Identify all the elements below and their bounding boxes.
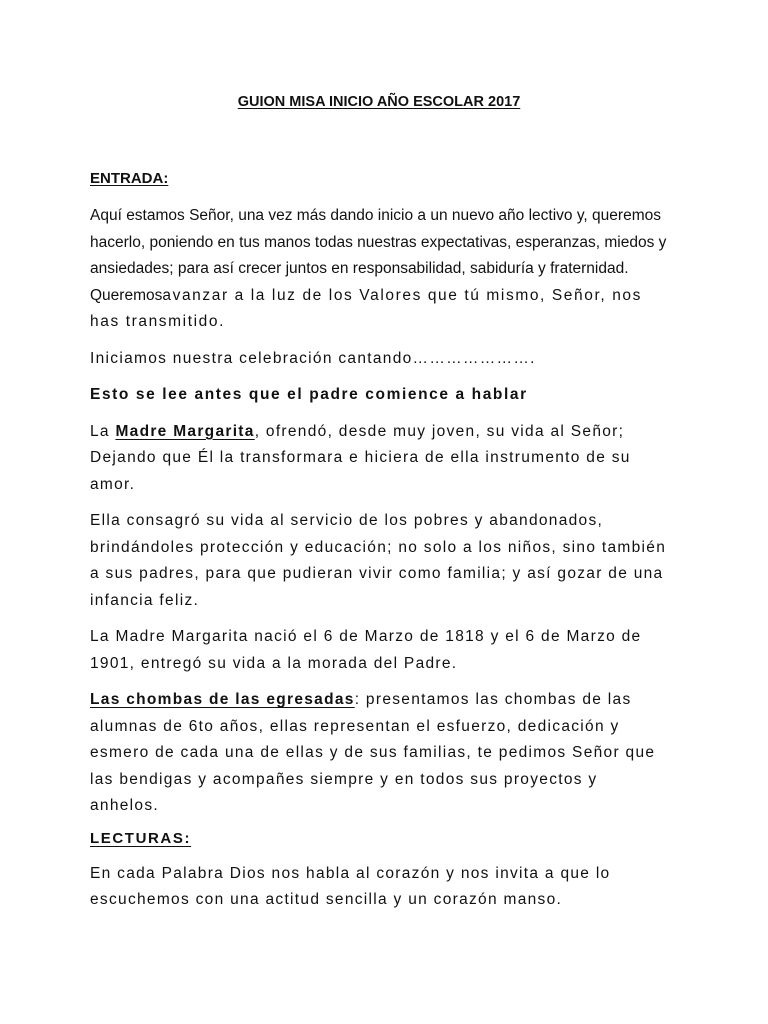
margarita-rest: , ofrendó, desde muy joven, su vida al Señor; Dejando que Él la transformara e hiciera de ella instrumento de su amor. xyxy=(90,422,631,493)
margarita-name: Madre Margarita xyxy=(115,422,255,440)
margarita-paragraph xyxy=(90,419,668,499)
lecturas-heading: LECTURAS: xyxy=(90,829,192,847)
entrada-paragraph xyxy=(90,203,668,336)
entrada-text-b: avanzar a la luz de los Valores que tú mismo, Señor, nos has transmitido. xyxy=(90,286,642,330)
chombas-label: Las chombas de las egresadas xyxy=(90,691,355,708)
lecturas-paragraph: En cada Palabra Dios nos habla al corazón y nos invita a que lo escuchemos con una actitud sencilla y un corazón manso. xyxy=(90,864,611,908)
document-title: GUION MISA INICIO AÑO ESCOLAR 2017 xyxy=(237,94,521,110)
iniciamos-paragraph: Iniciamos nuestra celebración cantando…………………. xyxy=(90,349,536,367)
entrada-heading: ENTRADA: xyxy=(90,170,169,187)
margarita-prefix: La xyxy=(90,422,116,440)
nacio-paragraph: La Madre Margarita nació el 6 de Marzo de 1818 y el 6 de Marzo de 1901, entregó su vida a la morada del Padre. xyxy=(90,628,642,672)
consagro-paragraph: Ella consagró su vida al servicio de los pobres y abandonados, brindándoles protección y educación; no solo a los niños, sino también a sus padres, para que pudieran vivir como familia; y así gozar de una infancia feliz. xyxy=(90,512,667,609)
chombas-rest: : presentamos las chombas de las alumnas de 6to años, ellas representan el esfuerzo, dedicación y esmero de cada una de ellas y de sus familias, te pedimos Señor que las bendigas y acompañes siempre y en todos sus proyectos y anhelos. xyxy=(90,691,656,814)
entrada-text-a: Aquí estamos Señor, una vez más dando inicio a un nuevo año lectivo y, queremos hacerlo, poniendo en tus manos todas nuestras expectativas, esperanzas, miedos y ansiedades; para así crecer juntos en responsabilidad, sabiduría y fraternidad. Queremos xyxy=(90,207,667,304)
chombas-paragraph xyxy=(90,687,668,820)
instruction-line: Esto se lee antes que el padre comience a hablar xyxy=(90,386,528,403)
